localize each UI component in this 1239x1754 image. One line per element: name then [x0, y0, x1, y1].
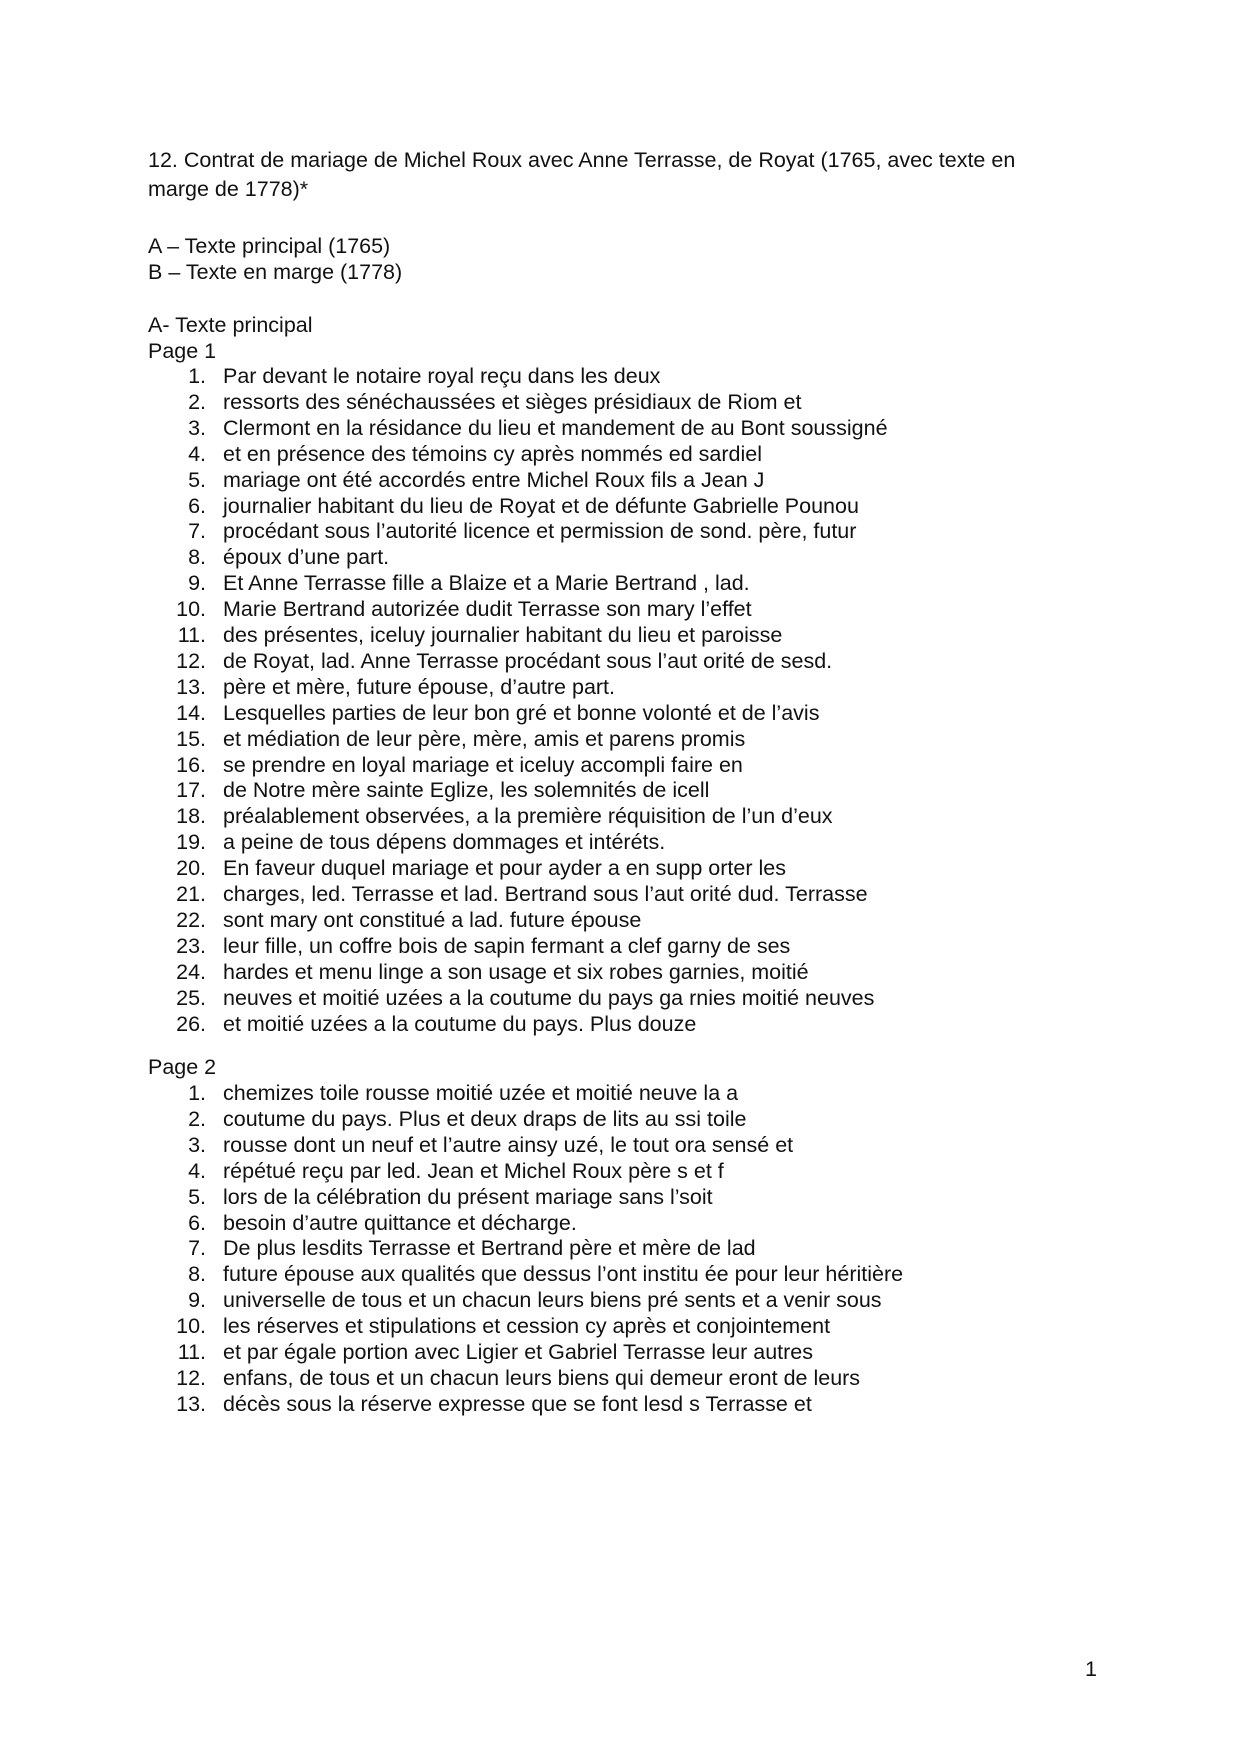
numbered-line [148, 1183, 713, 1212]
line-overlay-text: sents et a venir sous [684, 1288, 882, 1313]
numbered-line [148, 1390, 812, 1419]
line-number: 2. [188, 389, 206, 414]
line-text: lors de la célébration du présent mariage sans [223, 1184, 665, 1209]
numbered-line [148, 440, 762, 469]
line-number: 9. [188, 1288, 206, 1313]
numbered-line [148, 517, 856, 546]
line-number: 19. [176, 830, 206, 855]
line-text: En faveur duquel mariage et pour ayder a en supp [223, 856, 703, 881]
line-text: et moitié uzées a la coutume du pays. Plus douze [223, 1011, 697, 1036]
line-overlay-text: ora sensé et [674, 1132, 794, 1157]
line-text: père et mère, future épouse, d’autre part. [223, 674, 616, 699]
numbered-line [148, 880, 868, 909]
line-text: Marie Bertrand autorizée dudit Terrasse son mary [223, 597, 695, 622]
title-line-1 [148, 146, 1138, 175]
numbered-line [148, 1010, 696, 1039]
line-overlay-text: la a [703, 1081, 739, 1105]
numbered-line [148, 647, 832, 676]
line-overlay-text: promis [680, 726, 746, 751]
line-overlay-text: sardiel [698, 441, 762, 466]
line-number: 3. [188, 415, 206, 440]
document-title [148, 146, 1138, 204]
line-number: 22. [176, 907, 206, 932]
line-number: 12. [176, 648, 206, 673]
numbered-line [148, 1286, 882, 1315]
numbered-line [148, 699, 819, 728]
line-overlay-text: Riom et [727, 389, 802, 414]
line-overlay-text: rnies moitié neuves [689, 985, 875, 1010]
line-overlay-text: eront de leurs [728, 1365, 861, 1390]
line-text: procédant sous l’autorité licence et permission de [223, 519, 694, 544]
line-number: 5. [188, 1184, 206, 1209]
line-overlay-text: au Bont soussigné [710, 415, 888, 440]
title-overlay-2: rasse [663, 148, 717, 172]
numbered-line [148, 1338, 813, 1367]
numbered-line [148, 725, 745, 754]
line-number: 14. [176, 700, 206, 725]
line-text: décès sous la réserve expresse que se font lesd [223, 1391, 684, 1416]
numbered-line [148, 1312, 830, 1341]
line-text: de Notre mère sainte Eglize, les solemnités de [223, 778, 667, 803]
line-overlay-text: ssi toile [674, 1106, 747, 1131]
line-text: de Royat, lad. Anne Terrasse procédant sous l’aut [223, 648, 698, 673]
line-overlay-text: Jean J [701, 467, 765, 492]
numbered-line [148, 1260, 903, 1289]
numbered-line [148, 1105, 746, 1134]
line-overlay-text: et conjointement [672, 1314, 831, 1339]
numbered-line [148, 1131, 793, 1160]
line-text: De plus lesdits Terrasse et Bertrand père et mère [223, 1236, 692, 1261]
line-text: ressorts des sénéchaussées et sièges présidiaux de [223, 389, 722, 414]
line-number: 10. [176, 1314, 206, 1339]
line-overlay-text: orter les [708, 856, 786, 881]
page-2-label: Page 2 [148, 1055, 217, 1079]
numbered-line [148, 414, 888, 443]
line-number: 1. [188, 364, 206, 388]
line-text: et par égale portion avec Ligier et Gabriel Terrasse [223, 1340, 706, 1364]
title-line-2: marge de 1778)* [148, 177, 309, 201]
line-text: future épouse aux qualités que dessus l’ont institu [223, 1262, 699, 1287]
numbered-line [148, 673, 615, 702]
numbered-line [148, 1209, 577, 1238]
line-overlay-text: de l’un d’eux [711, 804, 833, 829]
line-number: 8. [188, 545, 206, 570]
line-text: Lesquelles parties de leur bon gré et bonne volonté [223, 700, 712, 725]
toc-item-a: A – Texte principal (1765) [148, 234, 391, 258]
line-number: 23. [176, 933, 206, 958]
numbered-line [148, 776, 709, 805]
line-number: 4. [188, 441, 206, 466]
numbered-line [148, 828, 665, 857]
line-number: 17. [176, 778, 206, 803]
numbered-line [148, 388, 801, 417]
line-text: rousse dont un neuf et l’autre ainsy uzé, le tout [223, 1132, 669, 1157]
line-overlay-text: garnies, moitié [668, 959, 809, 984]
line-number: 10. [176, 597, 206, 622]
line-text: époux d’une part. [223, 545, 390, 570]
numbered-line [148, 906, 641, 935]
line-overlay-text: faire en [671, 752, 743, 777]
numbered-line [148, 1079, 738, 1108]
line-text: enfans, de tous et un chacun leurs biens qui demeur [223, 1365, 723, 1390]
line-overlay-text: leur autres [711, 1340, 814, 1364]
line-overlay-text: garny de ses [667, 933, 791, 958]
line-overlay-text: orité de sesd. [703, 648, 833, 673]
line-number: 15. [176, 726, 206, 751]
line-overlay-text: sond. père, futur [699, 519, 857, 544]
line-number: 13. [176, 674, 206, 699]
line-text: Et Anne Terrasse fille a Blaize et a Marie Bertrand [223, 571, 698, 596]
line-overlay-text: icell [672, 778, 710, 803]
numbered-line [148, 466, 764, 495]
line-text: journalier habitant du lieu de Royat et de défunte [223, 493, 687, 518]
numbered-line [148, 569, 750, 598]
line-number: 20. [176, 856, 206, 881]
line-overlay-text: de lad [697, 1236, 756, 1261]
line-number: 26. [176, 1011, 206, 1036]
page-1-label: Page 1 [148, 339, 217, 363]
line-text: neuves et moitié uzées a la coutume du pays ga [223, 985, 684, 1010]
page-number: 1 [1085, 1657, 1097, 1681]
line-text: Clermont en la résidance du lieu et mandement de [223, 415, 705, 440]
line-text: les réserves et stipulations et cession cy après [223, 1314, 667, 1339]
line-number: 16. [176, 752, 206, 777]
line-number: 18. [176, 804, 206, 829]
line-number: 25. [176, 985, 206, 1010]
line-number: 21. [176, 882, 206, 906]
line-text: leur fille, un coffre bois de sapin fermant a clef [223, 933, 662, 958]
line-text: des présentes, iceluy journalier habitant du lieu [223, 623, 672, 647]
section-title: A- Texte principal [148, 313, 313, 337]
line-text: et en présence des témoins cy après nommés ed [223, 441, 693, 466]
line-number: 7. [188, 519, 206, 544]
title-overlay: Ter [634, 148, 664, 172]
line-number: 2. [188, 1106, 206, 1131]
title-rest: , de Royat (1765, avec texte en [716, 148, 1016, 172]
line-number: 6. [188, 493, 206, 518]
line-number: 5. [188, 467, 206, 492]
numbered-line [148, 854, 786, 883]
title-main: 12. Contrat de mariage de Michel Roux avec Anne [148, 148, 635, 172]
line-text: charges, led. Terrasse et lad. Bertrand sous l’aut [223, 882, 684, 906]
line-number: 6. [188, 1210, 206, 1235]
toc-item-b: B – Texte en marge (1778) [148, 260, 403, 284]
numbered-line [148, 1234, 756, 1263]
line-overlay-text: s et f [677, 1158, 724, 1183]
line-text: hardes et menu linge a son usage et six robes [223, 959, 663, 984]
numbered-line [148, 1157, 724, 1186]
line-number: 1. [188, 1081, 206, 1105]
line-text: répétué reçu par led. Jean et Michel Roux père [223, 1158, 672, 1183]
line-number: 13. [176, 1391, 206, 1416]
line-text: coutume du pays. Plus et deux draps de lits au [223, 1106, 669, 1131]
numbered-line [148, 932, 790, 961]
line-text: préalablement observées, a la première réquisition [223, 804, 706, 829]
numbered-line [148, 751, 743, 780]
line-text: mariage ont été accordés entre Michel Roux fils a [223, 467, 696, 492]
line-text: et médiation de leur père, mère, amis et parens [223, 726, 675, 751]
line-number: 8. [188, 1262, 206, 1287]
line-text: a peine de tous dépens dommages et intéréts. [223, 830, 666, 855]
line-text: chemizes toile rousse moitié uzée et moitié neuve [223, 1081, 698, 1105]
numbered-line [148, 621, 782, 650]
line-text: Par devant le notaire royal reçu dans les deux [223, 364, 661, 388]
numbered-line [148, 362, 660, 391]
line-number: 12. [176, 1365, 206, 1390]
numbered-line [148, 543, 389, 572]
line-overlay-text: Gabrielle Pounou [692, 493, 859, 518]
line-number: 4. [188, 1158, 206, 1183]
numbered-line [148, 984, 874, 1013]
line-number: 11. [177, 623, 206, 647]
numbered-line [148, 958, 809, 987]
line-overlay-text: ée pour leur héritière [704, 1262, 904, 1287]
line-text: se prendre en loyal mariage et iceluy accompli [223, 752, 666, 777]
line-overlay-text: s Terrasse et [689, 1391, 812, 1416]
line-number: 11. [177, 1340, 206, 1364]
line-overlay-text: et paroisse [677, 623, 783, 647]
line-overlay-text: l’soit [670, 1184, 713, 1209]
numbered-line [148, 595, 752, 624]
numbered-line [148, 802, 833, 831]
line-number: 24. [176, 959, 206, 984]
numbered-line [148, 1364, 860, 1393]
line-number: 9. [188, 571, 206, 596]
line-text: universelle de tous et un chacun leurs biens pré [223, 1288, 679, 1313]
line-number: 7. [188, 1236, 206, 1261]
line-overlay-text: orité dud. Terrasse [689, 882, 868, 906]
line-overlay-text: l’effet [700, 597, 752, 622]
numbered-line [148, 492, 859, 521]
line-number: 3. [188, 1132, 206, 1157]
line-overlay-text: , lad. [703, 571, 750, 596]
line-text: sont mary ont constitué a lad. future épouse [223, 907, 642, 932]
line-overlay-text: et de l’avis [717, 700, 820, 725]
line-text: besoin d’autre quittance et décharge. [223, 1210, 577, 1235]
